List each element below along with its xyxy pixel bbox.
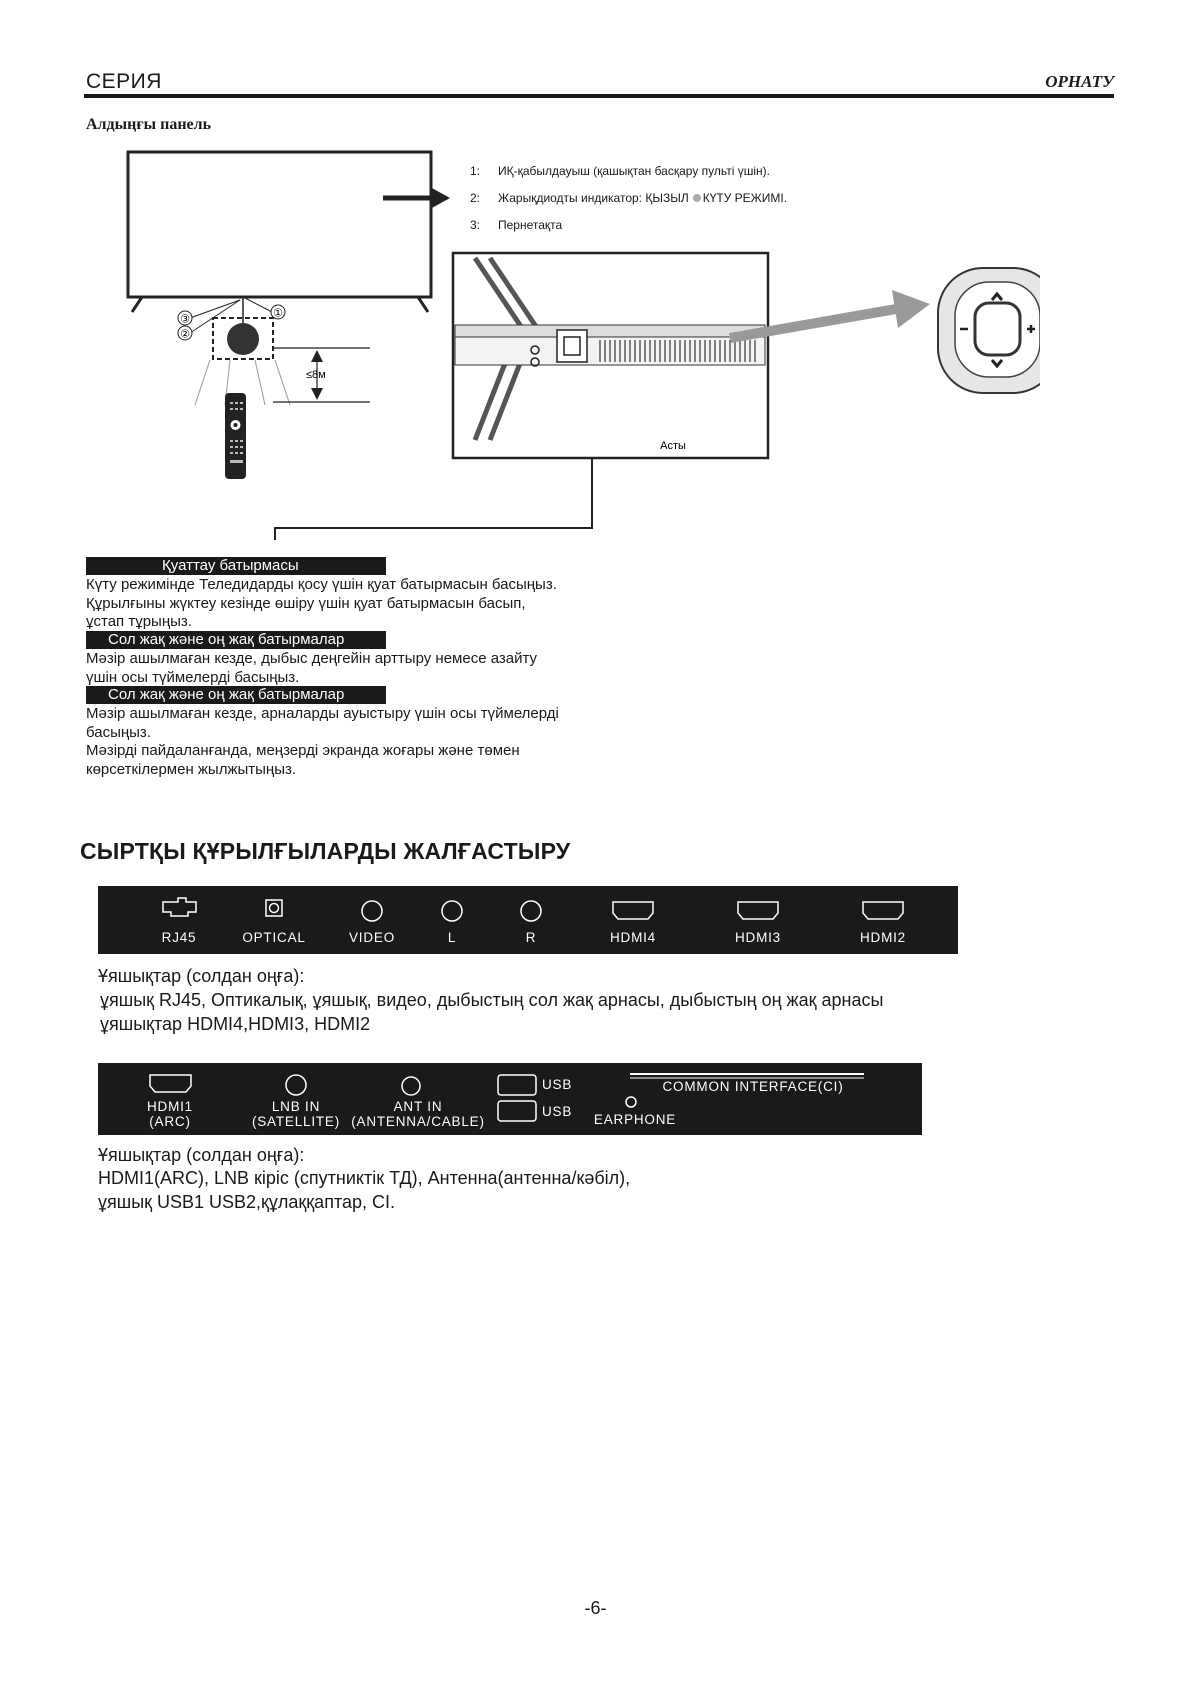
- usb1-icon: [498, 1075, 536, 1095]
- power-button-heading: Қуаттау батырмасы: [86, 557, 386, 575]
- hdmi1-icon: [150, 1075, 191, 1092]
- ant-jack-icon: [402, 1077, 420, 1095]
- port-label-usb2: USB: [542, 1104, 573, 1119]
- port-label-hdmi1: HDMI1 (ARC): [146, 1099, 193, 1129]
- panel1-caption: Ұяшықтар (солдан оңға):: [98, 966, 305, 986]
- port-label-r: R: [525, 930, 537, 945]
- port-label-video: VIDEO: [348, 930, 395, 945]
- legend-item-2: 2: Жарықдиодты индикатор: ҚЫЗЫЛ КҮТУ РЕЖИМІ.: [470, 191, 788, 205]
- page-number: -6-: [584, 1598, 607, 1618]
- port-label-ci: COMMON INTERFACE(CI): [662, 1079, 844, 1094]
- video-jack-icon: [362, 901, 382, 921]
- hdmi4-icon: [613, 902, 653, 919]
- section-header: ОРНАТУ: [1045, 72, 1114, 91]
- usb2-icon: [498, 1101, 536, 1121]
- legend-item-3: 3: Пернетақта: [470, 218, 563, 232]
- panel2-description: HDMI1(ARC), LNB кіріс (спутниктік ТД), Антенна(антенна/кәбіл), ұяшық USB1 USB2,құлаққаптар, CI.: [98, 1168, 631, 1212]
- header-rule: [84, 94, 1114, 98]
- hdmi3-icon: [738, 902, 778, 919]
- rj45-icon: [163, 898, 196, 916]
- port-label-usb1: USB: [542, 1077, 573, 1092]
- front-panel-title: Алдыңғы панель: [86, 116, 212, 133]
- channel-buttons-text: Мәзір ашылмаған кезде, арналарды ауыстыру үшін осы түймелерді басыңыз. Мәзірді пайдаланғанда, меңзерді экранда жоғары және төмен көрсеткілермен жылжытыңыз.: [86, 705, 559, 778]
- port-label-ant: ANT IN (ANTENNA/CABLE): [351, 1099, 485, 1129]
- port-label-rj45: RJ45: [161, 930, 197, 945]
- power-button-text: Күту режимінде Теледидарды қосу үшін қуат батырмасын басыңыз. Құрылғыны жүктеу кезінде өшіру үшін қуат батырмасын басып, ұстап тұрыңыз.: [86, 576, 557, 630]
- bottom-label: Асты: [660, 440, 686, 452]
- tv-front-outline: [128, 152, 431, 297]
- audio-r-jack-icon: [521, 901, 541, 921]
- led-dot-icon: [693, 194, 701, 202]
- port-label-hdmi3: HDMI3: [734, 930, 781, 945]
- callout-2: ②: [180, 328, 190, 341]
- callout-1: ①: [273, 307, 283, 320]
- channel-buttons-heading: Сол жақ және оң жақ батырмалар: [86, 686, 386, 704]
- remote-control-icon: [225, 393, 246, 479]
- legend-item-1: 1: ИҚ-қабылдауыш (қашықтан басқару пульті үшін).: [470, 164, 770, 178]
- hdmi2-icon: [863, 902, 903, 919]
- port-label-lnb: LNB IN (SATELLITE): [251, 1099, 341, 1129]
- port-label-hdmi2: HDMI2: [859, 930, 906, 945]
- optical-icon: [266, 900, 282, 916]
- connector-panel-2: [98, 1063, 922, 1135]
- volume-buttons-heading: Сол жақ және оң жақ батырмалар: [86, 631, 386, 649]
- series-header: СЕРИЯ: [86, 70, 162, 93]
- volume-buttons-text: Мәзір ашылмаған кезде, дыбыс деңгейін арттыру немесе азайту үшін осы түймелерді басыңыз.: [86, 650, 538, 686]
- panel2-caption: Ұяшықтар (солдан оңға):: [98, 1145, 305, 1165]
- port-label-l: L: [447, 930, 457, 945]
- connect-section-title: СЫРТҚЫ ҚҰРЫЛҒЫЛАРДЫ ЖАЛҒАСТЫРУ: [80, 838, 571, 864]
- callout-3: ③: [180, 313, 190, 326]
- earphone-jack-icon: [626, 1097, 636, 1107]
- distance-label: ≤8м: [306, 369, 326, 381]
- lnb-jack-icon: [286, 1075, 306, 1095]
- panel1-description: ұяшық RJ45, Оптикалық, ұяшық, видео, дыбыстың сол жақ арнасы, дыбыстың оң жақ арнасы ұяшықтар HDMI4,HDMI3, HDMI2: [100, 990, 884, 1034]
- connector-panel-1: [98, 886, 958, 954]
- audio-l-jack-icon: [442, 901, 462, 921]
- port-label-hdmi4: HDMI4: [609, 930, 656, 945]
- port-label-earphone: EARPHONE: [593, 1112, 677, 1127]
- port-label-optical: OPTICAL: [242, 930, 306, 945]
